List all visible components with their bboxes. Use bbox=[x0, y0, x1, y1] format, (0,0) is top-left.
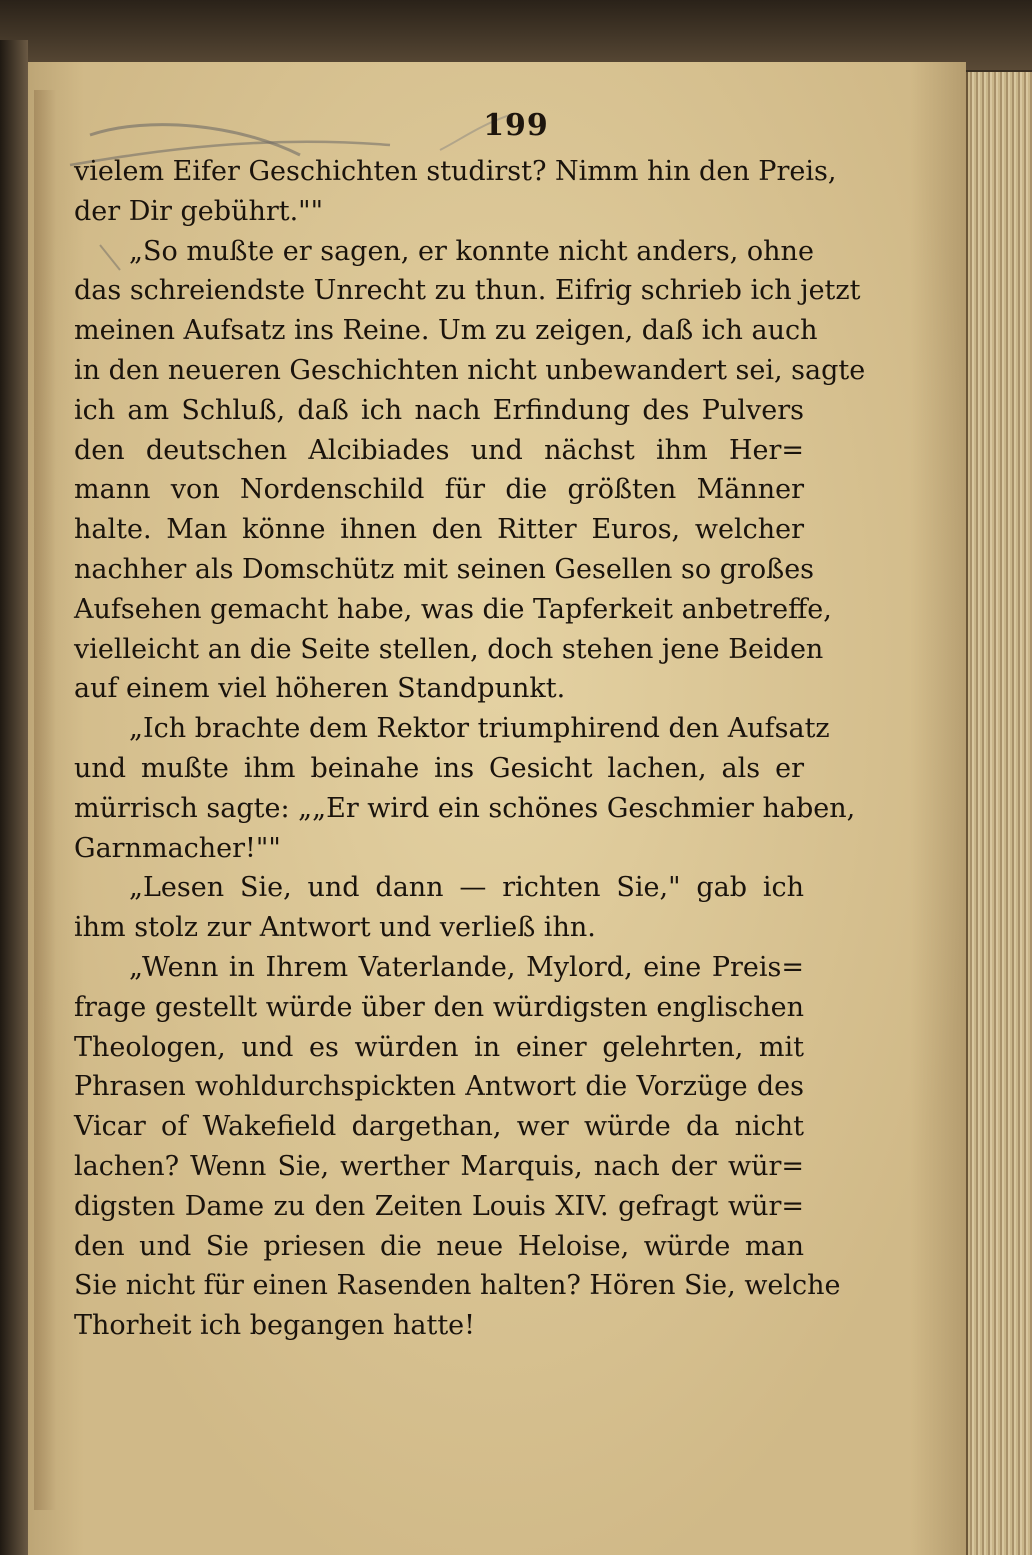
text-line: Sie nicht für einen Rasenden halten? Hören Sie, welche bbox=[74, 1270, 841, 1302]
text-line: den und Sie priesen die neue Heloise, würde man bbox=[74, 1230, 804, 1262]
text-line: „So mußte er sagen, er konnte nicht anders, ohne bbox=[129, 235, 814, 267]
text-line: Vicar of Wakefield dargethan, wer würde da nicht bbox=[74, 1111, 804, 1143]
text-line: Theologen, und es würden in einer gelehrten, mit bbox=[74, 1031, 804, 1063]
text-line: Phrasen wohldurchspickten Antwort die Vorzüge des bbox=[74, 1071, 804, 1103]
page-edges bbox=[966, 72, 1032, 1555]
text-line: „Ich brachte dem Rektor triumphirend den Aufsatz bbox=[129, 713, 830, 745]
text-line: in den neueren Geschichten nicht unbewandert sei, sagte bbox=[74, 354, 866, 386]
text-line: und mußte ihm beinahe ins Gesicht lachen, als er bbox=[74, 752, 804, 784]
text-line: ihm stolz zur Antwort und verließ ihn. bbox=[74, 912, 596, 944]
text-line: lachen? Wenn Sie, werther Marquis, nach der wür= bbox=[74, 1150, 804, 1182]
text-line: „Wenn in Ihrem Vaterlande, Mylord, eine Preis= bbox=[129, 951, 804, 983]
text-line: „Lesen Sie, und dann — richten Sie," gab ich bbox=[129, 872, 804, 904]
text-line: Aufsehen gemacht habe, was die Tapferkeit anbetreffe, bbox=[74, 593, 832, 625]
gutter-shadow bbox=[34, 90, 56, 1510]
text-line: mann von Nordenschild für die größten Männer bbox=[74, 474, 804, 506]
text-line: das schreiendste Unrecht zu thun. Eifrig schrieb ich jetzt bbox=[74, 275, 861, 307]
text-line: den deutschen Alcibiades und nächst ihm Her= bbox=[74, 434, 804, 466]
text-line: nachher als Domschütz mit seinen Gesellen so großes bbox=[74, 553, 815, 585]
text-line: Thorheit ich begangen hatte! bbox=[74, 1310, 476, 1342]
book-binding bbox=[0, 40, 28, 1555]
scan-background-top bbox=[0, 0, 1032, 70]
page-body-text bbox=[74, 152, 866, 1346]
text-line: halte. Man könne ihnen den Ritter Euros, welcher bbox=[74, 514, 804, 546]
text-line: der Dir gebührt."" bbox=[74, 195, 324, 227]
text-line: digsten Dame zu den Zeiten Louis XIV. gefragt wür= bbox=[74, 1190, 804, 1222]
text-line: vielleicht an die Seite stellen, doch stehen jene Beiden bbox=[74, 633, 824, 665]
text-line: ich am Schluß, daß ich nach Erfindung des Pulvers bbox=[74, 394, 804, 426]
text-line: meinen Aufsatz ins Reine. Um zu zeigen, daß ich auch bbox=[74, 315, 818, 347]
text-line: auf einem viel höheren Standpunkt. bbox=[74, 673, 566, 705]
text-line: vielem Eifer Geschichten studirst? Nimm hin den Preis, bbox=[74, 156, 837, 187]
text-line: Garnmacher!"" bbox=[74, 832, 281, 864]
text-line: mürrisch sagte: „„Er wird ein schönes Geschmier haben, bbox=[74, 792, 856, 824]
page-number: 199 bbox=[483, 108, 549, 143]
text-line: frage gestellt würde über den würdigsten englischen bbox=[74, 991, 804, 1023]
